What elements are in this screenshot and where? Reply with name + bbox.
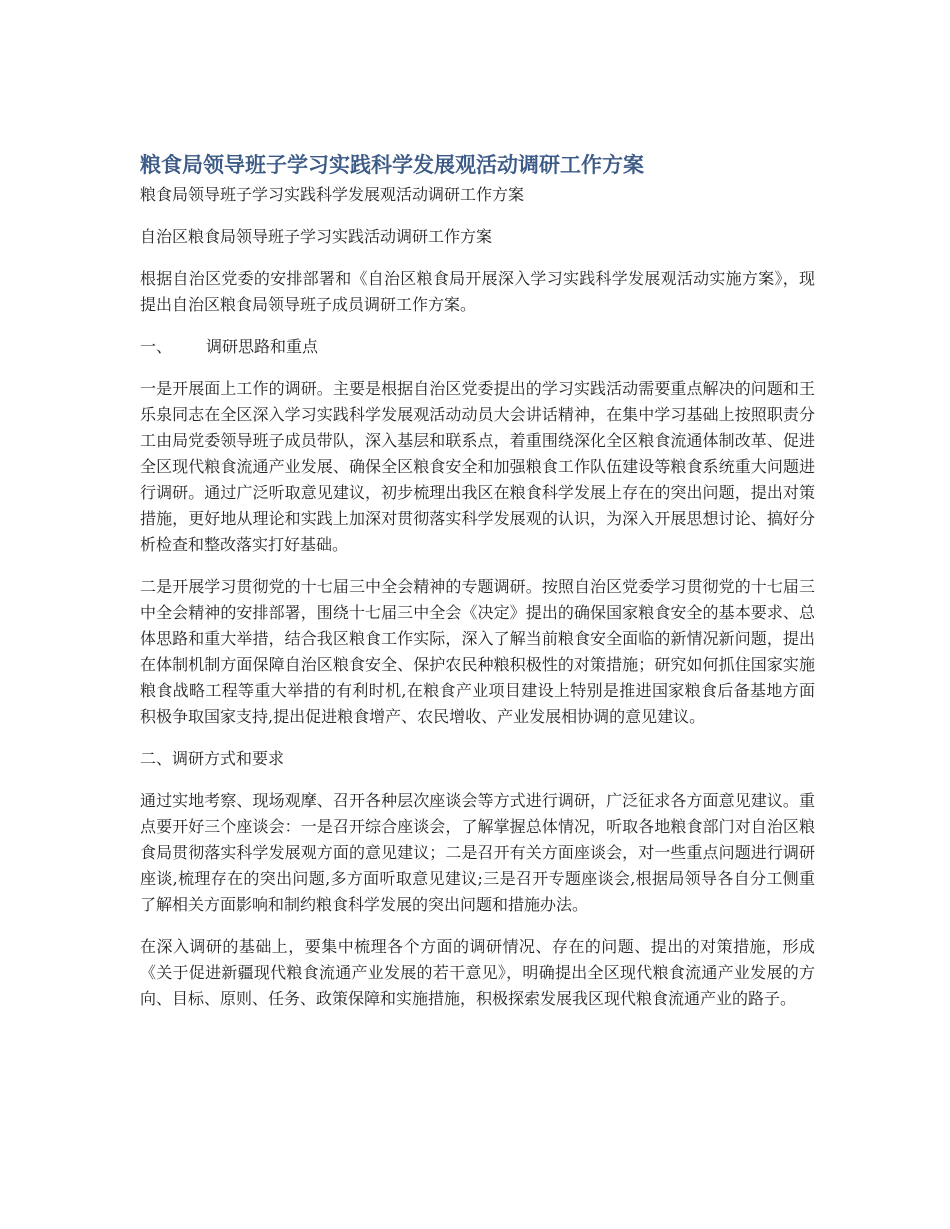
- section-heading-1: [140, 334, 815, 360]
- document-subtitle: 粮食局领导班子学习实践科学发展观活动调研工作方案: [140, 185, 525, 204]
- section-1-paragraph-2: 二是开展学习贯彻党的十七届三中全会精神的专题调研。按照自治区党委学习贯彻党的十七届三中全会精神的安排部署，围绕十七届三中全会《决定》提出的确保国家粮食安全的基本要求、总体思路和重大举措，结合我区粮食工作实际，深入了解当前粮食安全面临的新情况新问题，提出在体制机制方面保障自治区粮食安全、保护农民种粮积极性的对策措施；研究如何抓住国家实施粮食战略工程等重大举措的有利时机,在粮食产业项目建设上特别是推进国家粮食后备基地方面积极争取国家支持,提出促进粮食增产、农民增收、产业发展相协调的意见建议。: [140, 577, 815, 726]
- section-title: 调研思路和重点: [206, 337, 319, 356]
- section-2-paragraph-2: 在深入调研的基础上，要集中梳理各个方面的调研情况、存在的问题、提出的对策措施，形成《关于促进新疆现代粮食流通产业发展的若干意见》，明确提出全区现代粮食流通产业发展的方向、目标、原则、任务、政策保障和实施措施，积极探索发展我区现代粮食流通产业的路子。: [140, 937, 815, 1008]
- document-body: [140, 150, 815, 1012]
- intro-paragraph: 根据自治区党委的安排部署和《自治区粮食局开展深入学习实践科学发展观活动实施方案》，现提出自治区粮食局领导班子成员调研工作方案。: [140, 269, 815, 314]
- document-title: 粮食局领导班子学习实践科学发展观活动调研工作方案: [140, 153, 644, 177]
- plan-name-paragraph: 自治区粮食局领导班子学习实践活动调研工作方案: [140, 227, 493, 246]
- section-2-paragraph-1: 通过实地考察、现场观摩、召开各种层次座谈会等方式进行调研，广泛征求各方面意见建议。重点要开好三个座谈会：一是召开综合座谈会，了解掌握总体情况，听取各地粮食部门对自治区粮食局贯彻落实科学发展观方面的意见建议；二是召开有关方面座谈会，对一些重点问题进行调研座谈,梳理存在的突出问题,多方面听取意见建议;三是召开专题座谈会,根据局领导各自分工侧重了解相关方面影响和制约粮食科学发展的突出问题和措施办法。: [140, 791, 815, 914]
- section-number: 一、: [140, 337, 173, 356]
- section-1-paragraph-1: 一是开展面上工作的调研。主要是根据自治区党委提出的学习实践活动需要重点解决的问题和王乐泉同志在全区深入学习实践科学发展观活动动员大会讲话精神，在集中学习基础上按照职责分工由局党委领导班子成员带队，深入基层和联系点，着重围绕深化全区粮食流通体制改革、促进全区现代粮食流通产业发展、确保全区粮食安全和加强粮食工作队伍建设等粮食系统重大问题进行调研。通过广泛听取意见建议，初步梳理出我区在粮食科学发展上存在的突出问题，提出对策措施，更好地从理论和实践上加深对贯彻落实科学发展观的认识，为深入开展思想讨论、搞好分析检查和整改落实打好基础。: [140, 379, 815, 554]
- section-heading-2: 二、调研方式和要求: [140, 749, 285, 768]
